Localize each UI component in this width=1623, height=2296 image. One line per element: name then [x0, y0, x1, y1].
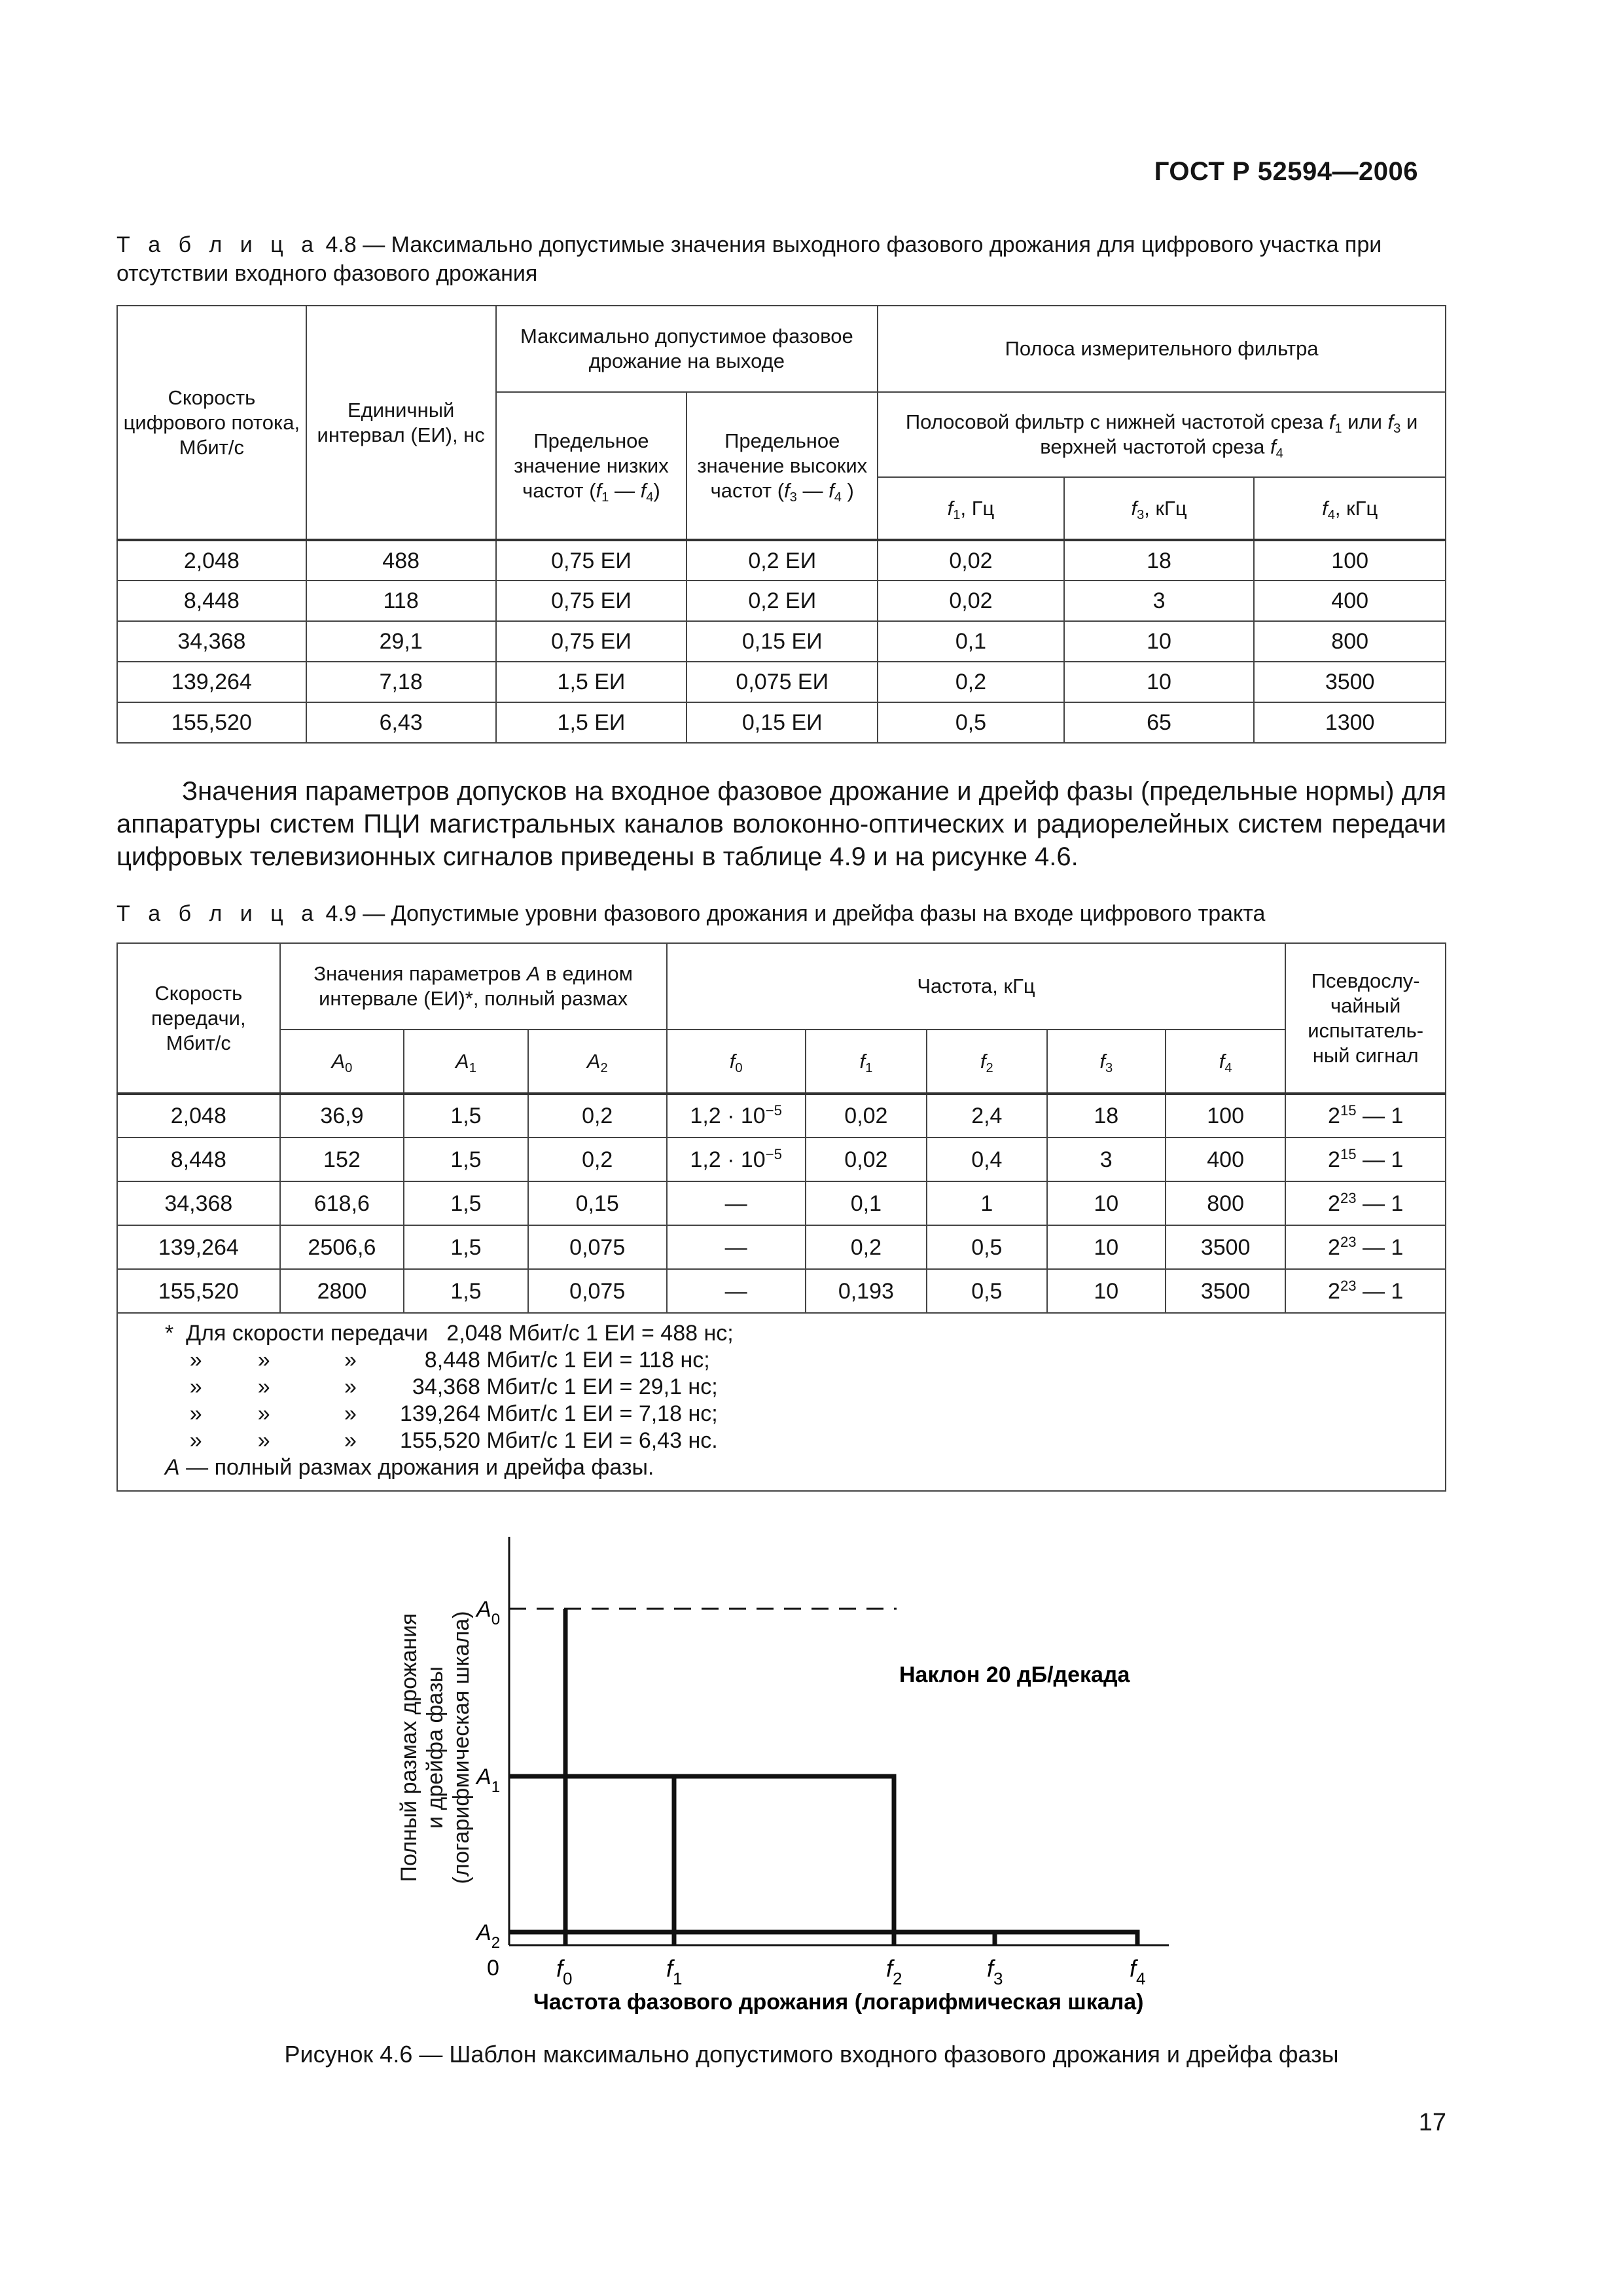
table-cell-speed: 139,264	[117, 1225, 280, 1269]
table-cell: 7,18	[306, 662, 496, 702]
table-cell-f1: 0,02	[806, 1094, 927, 1138]
header-unit-interval: Единичный интервал (ЕИ), нс	[306, 306, 496, 540]
table-cell: 0,75 ЕИ	[496, 540, 687, 581]
table-notes	[117, 1313, 1446, 1491]
header-f1: $f_1$, Гц	[878, 477, 1064, 540]
note-line: * Для скорости передачи 2,048 Мбит/с 1 ЕИ = 488 нс;	[165, 1321, 734, 1346]
table-4-9	[116, 942, 1446, 1492]
mask-outline	[509, 1609, 1137, 1945]
table-cell: 29,1	[306, 621, 496, 662]
header-filter-band: Полоса измерительного фильтра	[878, 306, 1446, 392]
table-cell: 6,43	[306, 702, 496, 743]
table-cell-prbs: $2^{23}$ — 1	[1285, 1269, 1446, 1313]
table-cell: 0,2	[878, 662, 1064, 702]
table-cell-f0: —	[667, 1225, 806, 1269]
header-f4: $f_4$, кГц	[1254, 477, 1446, 540]
table-row	[117, 1269, 1446, 1313]
page-number: 17	[1418, 2109, 1446, 2136]
table-cell-f3: 10	[1047, 1269, 1166, 1313]
f0-label: $f_0$	[556, 1955, 573, 1988]
table-cell-a0: 2800	[280, 1269, 404, 1313]
table-cell-a1: 1,5	[404, 1094, 528, 1138]
table-cell-f2: 2,4	[927, 1094, 1046, 1138]
table-cell: 800	[1254, 621, 1446, 662]
header-f4: $f_4$	[1166, 1030, 1285, 1094]
table-cell-a0: 152	[280, 1138, 404, 1181]
table-cell: 34,368	[117, 621, 306, 662]
table-cell: 0,1	[878, 621, 1064, 662]
note-line: » » » 155,520 Мбит/с 1 ЕИ = 6,43 нс.	[165, 1428, 718, 1453]
header-f2: $f_2$	[927, 1030, 1046, 1094]
table-row	[117, 702, 1446, 743]
table-cell-f1: 0,02	[806, 1138, 927, 1181]
y-label-line: Полный размах дрожания	[397, 1613, 421, 1882]
table-cell-speed: 155,520	[117, 1269, 280, 1313]
table-cell-f4: 3500	[1166, 1269, 1285, 1313]
body-paragraph: Значения параметров допусков на входное фазовое дрожание и дрейф фазы (предельные нормы) для аппаратуры систем ПЦИ магистральных каналов волоконно-оптических и радиорелейных систем передачи цифровых телевизионных сигналов приведены в таблице 4.9 и на рисунке 4.6.	[116, 777, 1446, 871]
table-cell: 18	[1064, 540, 1255, 581]
table-cell-a2: 0,2	[528, 1138, 667, 1181]
table-caption-text: 4.8 — Максимально допустимые значения выходного фазового дрожания для цифрового участка при отсутствии входного фазового дрожания	[116, 232, 1382, 286]
table-4-8-caption	[116, 230, 1445, 288]
table-label: Т а б л и ц а	[116, 901, 320, 926]
table-row	[117, 1181, 1446, 1225]
table-row	[117, 621, 1446, 662]
a1-label: $A_1$	[476, 1765, 501, 1796]
table-cell-a1: 1,5	[404, 1225, 528, 1269]
table-cell-a0: 2506,6	[280, 1225, 404, 1269]
table-cell: 10	[1064, 662, 1255, 702]
table-cell: 1300	[1254, 702, 1446, 743]
header-f3: $f_3$	[1047, 1030, 1166, 1094]
table-cell: 0,75 ЕИ	[496, 581, 687, 621]
header-a0: $A_0$	[280, 1030, 404, 1094]
header-f3: $f_3$, кГц	[1064, 477, 1255, 540]
table-cell-speed: 34,368	[117, 1181, 280, 1225]
table-cell-a2: 0,075	[528, 1269, 667, 1313]
f2-label: $f_2$	[886, 1955, 902, 1988]
table-row	[117, 540, 1446, 581]
table-row	[117, 581, 1446, 621]
header-low-freq-limit: Предельное значение низких частот ($f_1$ — $f_4$)	[496, 392, 687, 540]
document-header: ГОСТ Р 52594—2006	[1154, 157, 1418, 186]
table-caption-text: 4.9 — Допустимые уровни фазового дрожания и дрейфа фазы на входе цифрового тракта	[319, 901, 1266, 926]
origin-zero: 0	[487, 1956, 499, 1981]
header-f1: $f_1$	[806, 1030, 927, 1094]
table-cell-speed: 2,048	[117, 1094, 280, 1138]
note-a-definition: A — полный размах дрожания и дрейфа фазы.	[165, 1455, 654, 1480]
header-high-freq-limit: Предельное значение высоких частот ($f_3$ — $f_4$ )	[687, 392, 878, 540]
table-cell: 155,520	[117, 702, 306, 743]
table-cell-f4: 3500	[1166, 1225, 1285, 1269]
table-row	[117, 662, 1446, 702]
table-cell-f0: $1,2 \cdot 10^{-5}$	[667, 1138, 806, 1181]
figure-caption: Рисунок 4.6 — Шаблон максимально допустимого входного фазового дрожания и дрейфа фазы	[284, 2041, 1339, 2068]
table-cell: 1,5 ЕИ	[496, 662, 687, 702]
table-cell-f1: 0,1	[806, 1181, 927, 1225]
table-cell-f4: 100	[1166, 1094, 1285, 1138]
header-f0: $f_0$	[667, 1030, 806, 1094]
table-cell-speed: 8,448	[117, 1138, 280, 1181]
header-bandpass-filter: Полосовой фильтр с нижней частотой среза $f_1$ или $f_3$ и верхней частотой среза $f_4$	[878, 392, 1446, 477]
slope-label: Наклон 20 дБ/декада	[899, 1662, 1130, 1687]
table-cell: 3	[1064, 581, 1255, 621]
table-cell-prbs: $2^{23}$ — 1	[1285, 1181, 1446, 1225]
table-cell: 2,048	[117, 540, 306, 581]
note-line: » » » 139,264 Мбит/с 1 ЕИ = 7,18 нс;	[165, 1401, 718, 1426]
a2-label: $A_2$	[476, 1920, 501, 1952]
table-cell-a1: 1,5	[404, 1269, 528, 1313]
table-cell: 139,264	[117, 662, 306, 702]
header-a1: $A_1$	[404, 1030, 528, 1094]
table-cell: 0,15 ЕИ	[687, 702, 878, 743]
table-cell-a2: 0,2	[528, 1094, 667, 1138]
table-cell-f0: —	[667, 1181, 806, 1225]
table-cell: 65	[1064, 702, 1255, 743]
table-cell-f1: 0,2	[806, 1225, 927, 1269]
table-cell-f2: 0,5	[927, 1269, 1046, 1313]
table-cell: 3500	[1254, 662, 1446, 702]
table-cell: 0,5	[878, 702, 1064, 743]
table-cell: 0,15 ЕИ	[687, 621, 878, 662]
f4-label: $f_4$	[1130, 1955, 1146, 1988]
table-cell: 118	[306, 581, 496, 621]
header-a2: $A_2$	[528, 1030, 667, 1094]
table-label: Т а б л и ц а	[116, 232, 320, 257]
table-cell-f1: 0,193	[806, 1269, 927, 1313]
table-cell: 0,075 ЕИ	[687, 662, 878, 702]
table-cell-prbs: $2^{23}$ — 1	[1285, 1225, 1446, 1269]
table-cell-a1: 1,5	[404, 1181, 528, 1225]
table-cell-f3: 10	[1047, 1225, 1166, 1269]
table-4-8	[116, 305, 1446, 744]
table-cell-f2: 1	[927, 1181, 1046, 1225]
table-cell: 0,02	[878, 581, 1064, 621]
table-cell-prbs: $2^{15}$ — 1	[1285, 1138, 1446, 1181]
table-cell: 400	[1254, 581, 1446, 621]
a0-label: $A_0$	[476, 1597, 501, 1628]
table-cell: 0,02	[878, 540, 1064, 581]
table-cell-a2: 0,15	[528, 1181, 667, 1225]
table-cell-f3: 18	[1047, 1094, 1166, 1138]
table-cell-prbs: $2^{15}$ — 1	[1285, 1094, 1446, 1138]
table-cell-a0: 36,9	[280, 1094, 404, 1138]
header-speed: Скорость цифрового потока, Мбит/с	[117, 306, 306, 540]
table-cell-a2: 0,075	[528, 1225, 667, 1269]
table-cell-f0: $1,2 \cdot 10^{-5}$	[667, 1094, 806, 1138]
table-cell: 10	[1064, 621, 1255, 662]
header-params: Значения параметров A в едином интервале (ЕИ)*, полный размах	[280, 943, 667, 1030]
note-line: » » » 34,368 Мбит/с 1 ЕИ = 29,1 нс;	[165, 1374, 718, 1399]
header-prbs: Псевдослу-чайный испытатель-ный сигнал	[1285, 943, 1446, 1094]
table-row	[117, 1225, 1446, 1269]
table-cell: 8,448	[117, 581, 306, 621]
table-cell-f2: 0,4	[927, 1138, 1046, 1181]
f1-label: $f_1$	[666, 1955, 683, 1988]
x-axis-label: Частота фазового дрожания (логарифмическая шкала)	[533, 1990, 1144, 2015]
table-cell-f4: 800	[1166, 1181, 1285, 1225]
table-cell-a0: 618,6	[280, 1181, 404, 1225]
table-4-9-caption	[116, 899, 1445, 928]
jitter-tolerance-mask-figure	[366, 1505, 1178, 2016]
table-row	[117, 1094, 1446, 1138]
y-axis-label	[397, 1611, 474, 1884]
table-cell-f3: 3	[1047, 1138, 1166, 1181]
table-cell: 0,2 ЕИ	[687, 540, 878, 581]
table-cell: 1,5 ЕИ	[496, 702, 687, 743]
table-cell-f2: 0,5	[927, 1225, 1046, 1269]
table-cell-f4: 400	[1166, 1138, 1285, 1181]
table-row	[117, 1138, 1446, 1181]
table-cell: 488	[306, 540, 496, 581]
table-cell: 0,2 ЕИ	[687, 581, 878, 621]
header-speed: Скорость передачи, Мбит/с	[117, 943, 280, 1094]
header-max-jitter: Максимально допустимое фазовое дрожание на выходе	[496, 306, 878, 392]
table-cell-a1: 1,5	[404, 1138, 528, 1181]
header-frequency: Частота, кГц	[667, 943, 1286, 1030]
f3-label: $f_3$	[987, 1955, 1003, 1988]
note-line: » » » 8,448 Мбит/с 1 ЕИ = 118 нс;	[165, 1348, 710, 1372]
table-cell-f0: —	[667, 1269, 806, 1313]
y-label-line: и дрейфа фазы	[423, 1666, 448, 1829]
table-cell: 0,75 ЕИ	[496, 621, 687, 662]
y-label-line: (логарифмическая шкала)	[449, 1611, 474, 1884]
table-cell: 100	[1254, 540, 1446, 581]
table-cell-f3: 10	[1047, 1181, 1166, 1225]
